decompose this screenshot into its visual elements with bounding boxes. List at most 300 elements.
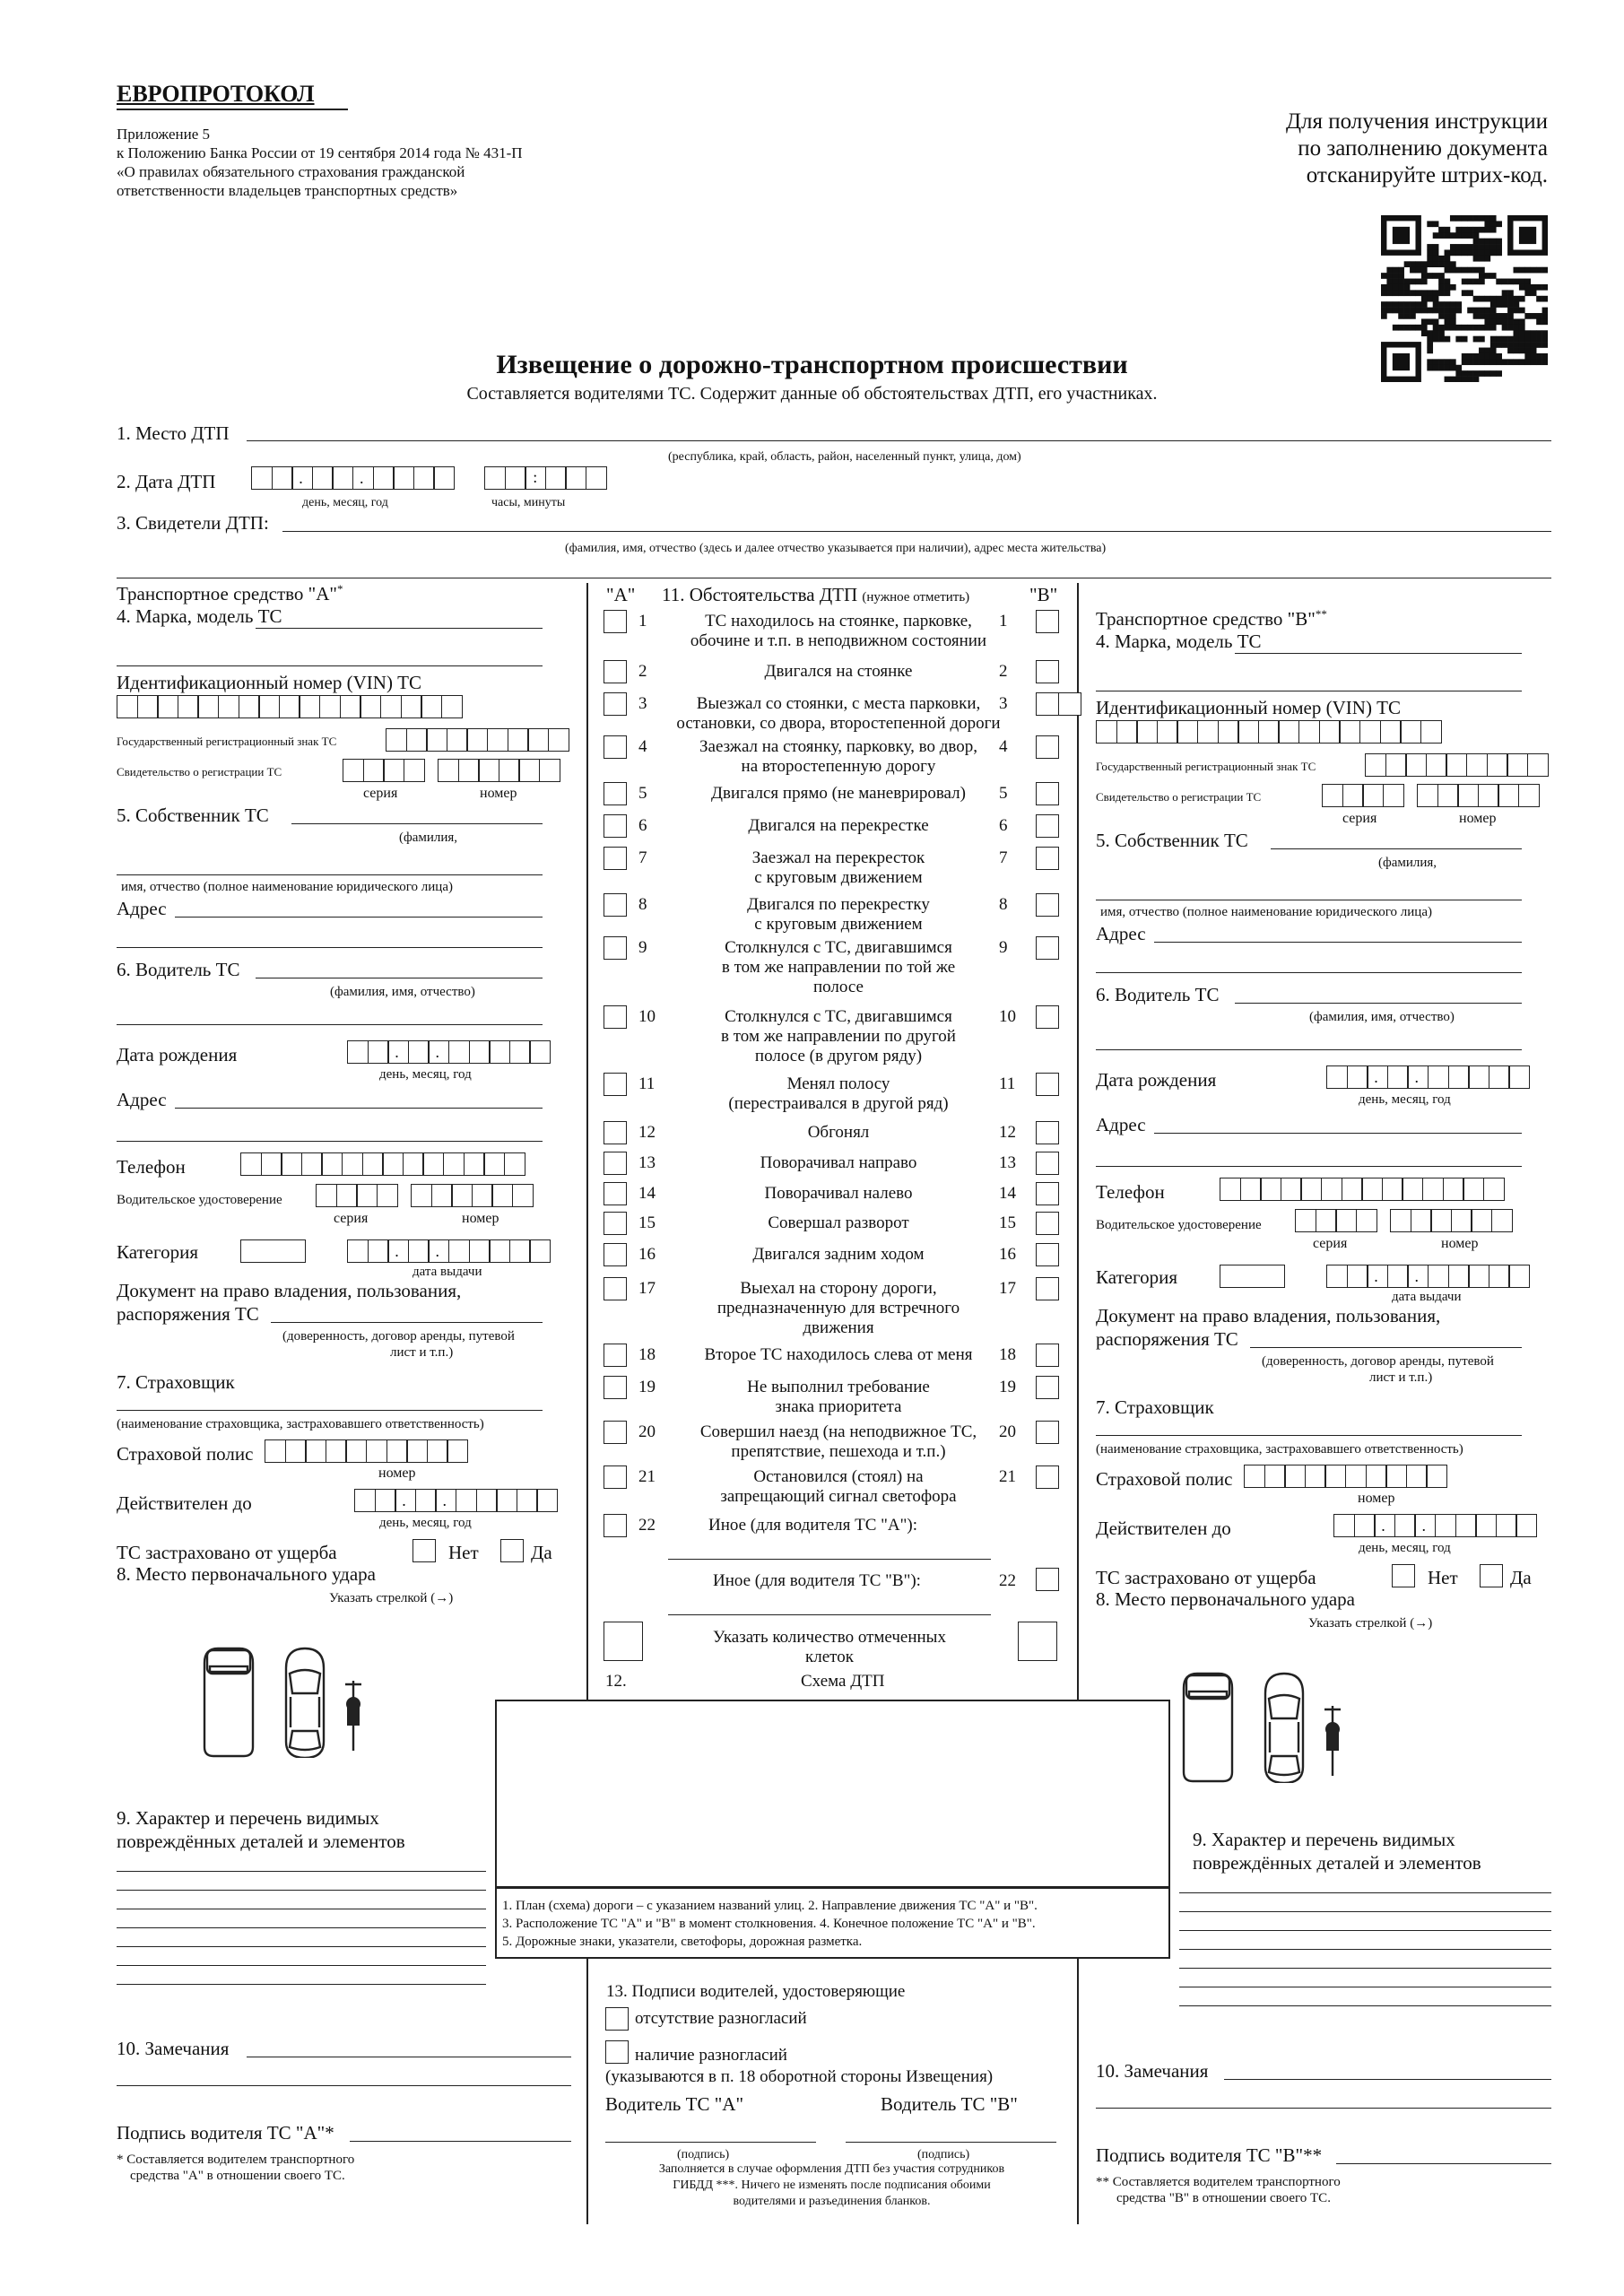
insurer-label: 7. Страховщик xyxy=(117,1371,235,1393)
circumstance-item-text: Выехал на сторону дороги, xyxy=(740,1279,937,1298)
arrow-hint: Указать стрелкой (→) xyxy=(1308,1616,1433,1631)
valid-boxes[interactable] xyxy=(354,1489,557,1512)
item-number-b: 3 xyxy=(999,694,1008,713)
circumstance-item-text: Не выполнил требование xyxy=(747,1378,930,1396)
driver-field-2[interactable] xyxy=(1096,1049,1522,1050)
place-field[interactable] xyxy=(247,440,1551,441)
damage-field[interactable] xyxy=(1179,2005,1551,2006)
reg-number-boxes[interactable] xyxy=(438,759,560,782)
valid-hint: день, месяц, год xyxy=(1359,1541,1451,1555)
checkbox-b-17[interactable] xyxy=(1036,1277,1059,1300)
circumstance-item-text: Иное (для водителя ТС "А"): xyxy=(708,1516,917,1535)
issue-hint: дата выдачи xyxy=(413,1265,482,1279)
checkbox-b-16[interactable] xyxy=(1036,1243,1059,1266)
circumstance-item-text: Двигался прямо (не маневрировал) xyxy=(711,784,966,803)
item-number-a: 3 xyxy=(638,694,647,713)
address-field[interactable] xyxy=(175,1108,543,1109)
valid-hint: день, месяц, год xyxy=(379,1516,472,1530)
signature-label: Подпись водителя ТС "А"* xyxy=(117,2122,334,2144)
insured-yes-label: Да xyxy=(1510,1567,1532,1588)
address-field-2[interactable] xyxy=(1096,1166,1522,1167)
driver-label: 6. Водитель ТС xyxy=(117,959,240,980)
category-label: Категория xyxy=(1096,1266,1177,1288)
checkbox-b-3-extra[interactable] xyxy=(1058,692,1081,716)
dob-hint: день, месяц, год xyxy=(379,1067,472,1082)
insured-no-label: Нет xyxy=(1428,1567,1458,1588)
scheme-area[interactable] xyxy=(495,1700,1170,1888)
series-hint: серия xyxy=(334,1211,369,1226)
dob-boxes[interactable] xyxy=(1326,1065,1529,1089)
policy-label: Страховой полис xyxy=(117,1443,254,1465)
circumstance-item-text: Заезжал на стоянку, парковку, во двор, xyxy=(699,737,977,756)
col-b-header: "В" xyxy=(1029,584,1058,605)
checkbox-a-19[interactable] xyxy=(604,1376,627,1399)
item-number-b: 12 xyxy=(999,1123,1016,1142)
model-field[interactable] xyxy=(1235,653,1522,654)
impact-label: 8. Место первоначального удара xyxy=(117,1563,376,1585)
owner-field[interactable] xyxy=(291,823,543,824)
address-field[interactable] xyxy=(1154,1133,1522,1134)
model-field-2[interactable] xyxy=(117,665,543,666)
checkbox-b-5[interactable] xyxy=(1036,782,1059,805)
witnesses-label: 3. Свидетели ДТП: xyxy=(117,512,269,534)
checkbox-a-5[interactable] xyxy=(604,782,627,805)
item-number-a: 13 xyxy=(638,1153,656,1172)
scheme-note: 1. План (схема) дороги – с указанием названий улиц. 2. Направление движения ТС "А" и "В". xyxy=(502,1899,1038,1913)
number-hint: номер xyxy=(1459,811,1497,826)
signature-footer: ГИБДД ***. Ничего не изменять после подписания обоими xyxy=(673,2179,991,2192)
circumstance-item-text: Поворачивал направо xyxy=(760,1153,917,1172)
checkbox-b-19[interactable] xyxy=(1036,1376,1059,1399)
category-field[interactable] xyxy=(240,1239,306,1263)
time-boxes[interactable] xyxy=(484,466,606,490)
owner-hint: (фамилия, xyxy=(399,831,458,845)
checkbox-b-1[interactable] xyxy=(1036,610,1059,633)
item-number-b: 15 xyxy=(999,1213,1016,1232)
item-number-b: 5 xyxy=(999,784,1008,803)
circumstance-item-text: ТС находилось на стоянке, парковке, xyxy=(705,612,972,631)
damage-field[interactable] xyxy=(1179,1930,1551,1931)
damage-field[interactable] xyxy=(117,1871,486,1872)
count-box-b[interactable] xyxy=(1018,1622,1057,1661)
checkbox-b-8[interactable] xyxy=(1036,893,1059,917)
item-number-a: 17 xyxy=(638,1279,656,1298)
circumstance-item-text: Совершал разворот xyxy=(768,1213,909,1232)
circumstance-item-text: Второе ТС находилось слева от меня xyxy=(704,1345,973,1364)
circumstance-item-text: Остановился (стоял) на xyxy=(753,1467,924,1486)
item-number-b: 9 xyxy=(999,938,1008,957)
issue-hint: дата выдачи xyxy=(1392,1290,1462,1304)
circumstance-item-text: движения xyxy=(803,1318,874,1337)
signature-hint: (подпись) xyxy=(917,2148,970,2161)
item-number-b: 4 xyxy=(999,737,1008,756)
policy-boxes[interactable] xyxy=(265,1439,467,1463)
phone-boxes[interactable] xyxy=(1220,1178,1504,1201)
item-number-b: 17 xyxy=(999,1279,1016,1298)
circumstance-item-text: Двигался на стоянке xyxy=(764,662,913,681)
circumstance-item-text: Обгонял xyxy=(807,1123,870,1142)
vin-boxes[interactable] xyxy=(117,695,461,718)
item-number-b: 16 xyxy=(999,1245,1016,1264)
phone-label: Телефон xyxy=(117,1156,186,1178)
footnote: * Составляется водителем транспортного xyxy=(117,2152,355,2167)
col-a-header: "А" xyxy=(606,584,636,605)
place-label: 1. Место ДТП xyxy=(117,422,230,444)
checkbox-b-3[interactable] xyxy=(1036,692,1059,716)
number-hint: номер xyxy=(462,1211,499,1226)
valid-label: Действителен до xyxy=(1096,1518,1231,1539)
damage-field[interactable] xyxy=(1179,1911,1551,1912)
scheme-note: 5. Дорожные знаки, указатели, светофоры, дорожная разметка. xyxy=(502,1935,863,1949)
plate-boxes[interactable] xyxy=(386,728,568,752)
signature-field[interactable] xyxy=(1336,2163,1551,2164)
dob-boxes[interactable] xyxy=(347,1040,550,1064)
item-number-b: 14 xyxy=(999,1184,1016,1203)
instruction-line: отсканируйте штрих-код. xyxy=(1306,163,1548,187)
plate-label: Государственный регистрационный знак ТС xyxy=(117,735,337,748)
phone-label: Телефон xyxy=(1096,1181,1165,1203)
policy-boxes[interactable] xyxy=(1244,1465,1446,1488)
checkbox-a-13[interactable] xyxy=(604,1152,627,1175)
signature-b-field[interactable] xyxy=(846,2142,1056,2143)
checkbox-a-16[interactable] xyxy=(604,1243,627,1266)
address-label: Адрес xyxy=(1096,1114,1146,1135)
item-number-a: 16 xyxy=(638,1245,656,1264)
checkbox-a-14[interactable] xyxy=(604,1182,627,1205)
driver-a-signature-label: Водитель ТС "А" xyxy=(605,2093,744,2115)
signature-hint: (подпись) xyxy=(677,2148,730,2161)
owner-hint: (фамилия, xyxy=(1378,856,1437,870)
item-number-a: 6 xyxy=(638,816,647,835)
footnote: средства "В" в отношении своего ТС. xyxy=(1116,2191,1331,2205)
item-number-b: 1 xyxy=(999,612,1008,631)
checkbox-b-21[interactable] xyxy=(1036,1465,1059,1489)
date-boxes[interactable] xyxy=(251,466,454,490)
vin-boxes[interactable] xyxy=(1096,720,1440,744)
signature-a-field[interactable] xyxy=(605,2142,816,2143)
time-hint: часы, минуты xyxy=(491,496,566,509)
insured-yes-checkbox[interactable] xyxy=(1480,1564,1503,1587)
series-hint: серия xyxy=(1313,1236,1348,1251)
address-field[interactable] xyxy=(175,917,543,918)
address-field-2[interactable] xyxy=(117,947,543,948)
item-number-b: 6 xyxy=(999,816,1008,835)
disagreement-label: наличие разногласий xyxy=(635,2046,787,2065)
vehicle-title: Транспортное средство "В"** xyxy=(1096,607,1327,630)
checkbox-a-3[interactable] xyxy=(604,692,627,716)
driver-field-2[interactable] xyxy=(117,1024,543,1025)
owner-field[interactable] xyxy=(1271,848,1522,849)
license-number-boxes[interactable] xyxy=(1390,1209,1512,1232)
circumstance-item-text: Двигался на перекрестке xyxy=(748,816,929,835)
damage-field[interactable] xyxy=(117,1890,486,1891)
scheme-number: 12. xyxy=(605,1672,627,1691)
item-number-a: 5 xyxy=(638,784,647,803)
plate-boxes[interactable] xyxy=(1365,753,1547,777)
checkbox-b-12[interactable] xyxy=(1036,1121,1059,1144)
number-hint: номер xyxy=(378,1465,416,1481)
checkbox-a-2[interactable] xyxy=(604,660,627,683)
insurer-label: 7. Страховщик xyxy=(1096,1396,1214,1418)
item-number-a: 14 xyxy=(638,1184,656,1203)
other-a-field[interactable] xyxy=(668,1559,991,1560)
scheme-label: Схема ДТП xyxy=(801,1672,885,1691)
appendix-line: ответственности владельцев транспортных средств» xyxy=(117,182,458,199)
remarks-field-2[interactable] xyxy=(117,2085,571,2086)
item-number-a: 20 xyxy=(638,1422,656,1441)
reg-series-boxes[interactable] xyxy=(343,759,423,782)
checkbox-b-4[interactable] xyxy=(1036,735,1059,759)
appendix-line: «О правилах обязательного страхования гражданской xyxy=(117,163,465,180)
insurer-field[interactable] xyxy=(117,1410,543,1411)
driver-field[interactable] xyxy=(1235,1003,1522,1004)
vehicle-silhouettes-icon[interactable] xyxy=(1172,1666,1387,1783)
circumstance-item-text: в том же направлении по другой xyxy=(721,1027,956,1046)
issue-date-boxes[interactable] xyxy=(1326,1265,1529,1288)
instruction-line: Для получения инструкции xyxy=(1285,109,1548,134)
checkbox-a-6[interactable] xyxy=(604,814,627,838)
doc-hint: (доверенность, договор аренды, путевой xyxy=(1262,1354,1494,1369)
circumstance-item-text: остановки, со двора, второстепенной дороги xyxy=(676,714,1001,733)
remarks-field-2[interactable] xyxy=(1096,2108,1551,2109)
appendix-line: Приложение 5 xyxy=(117,126,210,143)
item-number-a: 2 xyxy=(638,662,647,681)
insured-yes-checkbox[interactable] xyxy=(500,1539,524,1562)
checkbox-b-13[interactable] xyxy=(1036,1152,1059,1175)
other-b-field[interactable] xyxy=(668,1614,991,1615)
checkbox-b-7[interactable] xyxy=(1036,847,1059,870)
doc-hint: лист и т.п.) xyxy=(1369,1370,1433,1385)
circumstances-title: 11. Обстоятельства ДТП (нужное отметить) xyxy=(662,584,970,605)
circumstance-item-text: Столкнулся с ТС, двигавшимся xyxy=(725,1007,952,1026)
impact-label: 8. Место первоначального удара xyxy=(1096,1588,1355,1610)
license-label: Водительское удостоверение xyxy=(117,1193,282,1207)
checkbox-a-15[interactable] xyxy=(604,1212,627,1235)
checkbox-a-11[interactable] xyxy=(604,1073,627,1096)
item-number-b: 21 xyxy=(999,1467,1016,1486)
insurer-field[interactable] xyxy=(1096,1435,1522,1436)
item-number-b: 7 xyxy=(999,848,1008,867)
item-number-a: 22 xyxy=(638,1516,656,1535)
driver-b-signature-label: Водитель ТС "В" xyxy=(881,2093,1018,2115)
dob-label: Дата рождения xyxy=(117,1044,238,1065)
checkbox-b-2[interactable] xyxy=(1036,660,1059,683)
address-field[interactable] xyxy=(1154,942,1522,943)
checkbox-a-22[interactable] xyxy=(604,1514,627,1537)
checkbox-b-6[interactable] xyxy=(1036,814,1059,838)
item-number-b: 11 xyxy=(999,1074,1016,1093)
insured-no-checkbox[interactable] xyxy=(413,1539,436,1562)
damage-label: повреждённых деталей и элементов xyxy=(1193,1852,1481,1874)
circumstance-item-text: Двигался задним ходом xyxy=(752,1245,925,1264)
insured-no-checkbox[interactable] xyxy=(1392,1564,1415,1587)
remarks-field[interactable] xyxy=(1224,2079,1551,2080)
driver-label: 6. Водитель ТС xyxy=(1096,984,1220,1005)
checkbox-disagreement[interactable] xyxy=(605,2040,629,2064)
item-number-a: 4 xyxy=(638,737,647,756)
damage-field[interactable] xyxy=(1179,1968,1551,1969)
form-title: Извещение о дорожно-транспортном происшествии xyxy=(496,350,1128,379)
plate-label: Государственный регистрационный знак ТС xyxy=(1096,760,1316,773)
license-number-boxes[interactable] xyxy=(411,1184,533,1207)
item-number-a: 11 xyxy=(638,1074,656,1093)
circumstance-item-text: с круговым движением xyxy=(754,868,923,887)
item-number-b: 18 xyxy=(999,1345,1016,1364)
damage-field[interactable] xyxy=(1179,1949,1551,1950)
checkbox-a-12[interactable] xyxy=(604,1121,627,1144)
doc-hint: (доверенность, договор аренды, путевой xyxy=(282,1329,515,1344)
item-number-a: 15 xyxy=(638,1213,656,1232)
model-label: 4. Марка, модель ТС xyxy=(117,605,282,627)
checkbox-a-4[interactable] xyxy=(604,735,627,759)
signature-footer: водителями и разъединения бланков. xyxy=(733,2195,931,2208)
checkbox-b-9[interactable] xyxy=(1036,936,1059,960)
item-number-a: 10 xyxy=(638,1007,656,1026)
place-hint: (республика, край, область, район, населенный пункт, улица, дом) xyxy=(668,450,1021,464)
checkbox-a-9[interactable] xyxy=(604,936,627,960)
doc-label: Документ на право владения, пользования, xyxy=(1096,1305,1441,1326)
footnote: средства "А" в отношении своего ТС. xyxy=(130,2169,345,2183)
address-label: Адрес xyxy=(117,898,167,919)
signature-field[interactable] xyxy=(350,2141,571,2142)
witnesses-hint: (фамилия, имя, отчество (здесь и далее отчество указывается при наличии), адрес места жительства) xyxy=(565,542,1107,555)
damage-label: повреждённых деталей и элементов xyxy=(117,1831,405,1852)
model-field[interactable] xyxy=(256,628,543,629)
model-label: 4. Марка, модель ТС xyxy=(1096,631,1262,652)
circumstance-item-text: знака приоритета xyxy=(775,1397,902,1416)
checkbox-a-18[interactable] xyxy=(604,1344,627,1367)
footnote: ** Составляется водителем транспортного xyxy=(1096,2175,1341,2189)
category-field[interactable] xyxy=(1220,1265,1285,1288)
issue-date-boxes[interactable] xyxy=(347,1239,550,1263)
checkbox-b-14[interactable] xyxy=(1036,1182,1059,1205)
arrow-hint: Указать стрелкой (→) xyxy=(329,1591,454,1605)
checkbox-b-20[interactable] xyxy=(1036,1421,1059,1444)
item-number-b: 22 xyxy=(999,1571,1016,1590)
doc-field[interactable] xyxy=(1250,1347,1522,1348)
owner-hint: имя, отчество (полное наименование юридического лица) xyxy=(1100,905,1432,919)
checkbox-a-8[interactable] xyxy=(604,893,627,917)
item-number-b: 8 xyxy=(999,895,1008,914)
checkbox-a-21[interactable] xyxy=(604,1465,627,1489)
reg-label: Свидетельство о регистрации ТС xyxy=(1096,790,1262,804)
checkbox-no-disagreement[interactable] xyxy=(605,2007,629,2031)
doc-label: Документ на право владения, пользования, xyxy=(117,1280,462,1301)
checkbox-b-11[interactable] xyxy=(1036,1073,1059,1096)
damage-label: 9. Характер и перечень видимых xyxy=(1193,1829,1455,1850)
circumstance-item-text: на второстепенную дорогу xyxy=(741,757,936,776)
circumstance-item-text: Столкнулся с ТС, двигавшимся xyxy=(725,938,952,957)
disagreement-note: (указываются в п. 18 оборотной стороны Извещения) xyxy=(605,2067,994,2086)
insurer-hint: (наименование страховщика, застраховавшего ответственность) xyxy=(1096,1442,1463,1457)
address-field-2[interactable] xyxy=(117,1141,543,1142)
item-number-a: 7 xyxy=(638,848,647,867)
circumstance-item-text: препятствие, пешехода и т.п.) xyxy=(731,1442,946,1461)
reg-label: Свидетельство о регистрации ТС xyxy=(117,765,282,778)
count-box-a[interactable] xyxy=(604,1622,643,1661)
checkbox-b-18[interactable] xyxy=(1036,1344,1059,1367)
insured-yes-label: Да xyxy=(531,1542,552,1563)
doc-label: распоряжения ТС xyxy=(117,1303,259,1325)
circumstance-item-text: Заезжал на перекресток xyxy=(751,848,925,867)
damage-field[interactable] xyxy=(117,1984,486,1985)
document-title: ЕВРОПРОТОКОЛ xyxy=(117,81,315,107)
owner-field-2[interactable] xyxy=(117,874,543,875)
damage-field[interactable] xyxy=(117,1927,486,1928)
insured-label: ТС застраховано от ущерба xyxy=(1096,1567,1316,1588)
reg-number-boxes[interactable] xyxy=(1417,784,1539,807)
owner-hint: имя, отчество (полное наименование юридического лица) xyxy=(121,880,453,894)
vin-label: Идентификационный номер (VIN) ТС xyxy=(117,672,422,693)
owner-label: 5. Собственник ТС xyxy=(1096,830,1248,851)
form-subtitle: Составляется водителями ТС. Содержит данные об обстоятельствах ДТП, его участниках. xyxy=(466,384,1158,404)
other-b-label: Иное (для водителя ТС "В"): xyxy=(713,1571,921,1590)
series-hint: серия xyxy=(1342,811,1377,826)
address-field-2[interactable] xyxy=(1096,972,1522,973)
signature-footer: Заполняется в случае оформления ДТП без участия сотрудников xyxy=(658,2162,1005,2176)
witnesses-field[interactable] xyxy=(282,531,1551,532)
item-number-a: 1 xyxy=(638,612,647,631)
item-number-b: 13 xyxy=(999,1153,1016,1172)
vehicle-silhouettes-icon[interactable] xyxy=(193,1641,408,1758)
vin-label: Идентификационный номер (VIN) ТС xyxy=(1096,697,1402,718)
license-series-boxes[interactable] xyxy=(1295,1209,1376,1232)
signatures-title: 13. Подписи водителей, удостоверяющие xyxy=(606,1982,906,2001)
category-label: Категория xyxy=(117,1241,198,1263)
damage-field[interactable] xyxy=(1179,1892,1551,1893)
checkbox-b-22[interactable] xyxy=(1036,1568,1059,1591)
checkbox-a-10[interactable] xyxy=(604,1005,627,1029)
circumstance-item-text: Выезжал со стоянки, с места парковки, xyxy=(696,694,981,713)
number-hint: номер xyxy=(480,786,517,801)
checkbox-b-10[interactable] xyxy=(1036,1005,1059,1029)
checkbox-a-20[interactable] xyxy=(604,1421,627,1444)
remarks-label: 10. Замечания xyxy=(117,2038,230,2059)
scheme-note: 3. Расположение ТС "А" и "В" в момент столкновения. 4. Конечное положение ТС "А" и "В". xyxy=(502,1917,1036,1931)
circumstance-item-text: Двигался по перекрестку xyxy=(747,895,930,914)
checkbox-a-1[interactable] xyxy=(604,610,627,633)
checkbox-b-15[interactable] xyxy=(1036,1212,1059,1235)
owner-label: 5. Собственник ТС xyxy=(117,804,269,826)
checkbox-a-7[interactable] xyxy=(604,847,627,870)
item-number-a: 21 xyxy=(638,1467,656,1486)
item-number-b: 20 xyxy=(999,1422,1016,1441)
vehicle-title: Транспортное средство "А"* xyxy=(117,582,343,604)
doc-label: распоряжения ТС xyxy=(1096,1328,1238,1350)
address-label: Адрес xyxy=(117,1089,167,1110)
circumstance-item-text: с круговым движением xyxy=(754,915,923,934)
remarks-label: 10. Замечания xyxy=(1096,2060,1209,2082)
series-hint: серия xyxy=(363,786,398,801)
damage-label: 9. Характер и перечень видимых xyxy=(117,1807,379,1829)
number-hint: номер xyxy=(1441,1236,1479,1251)
damage-field[interactable] xyxy=(117,1946,486,1947)
circumstance-item-text: (перестраивался в другой ряд) xyxy=(728,1094,949,1113)
license-label: Водительское удостоверение xyxy=(1096,1218,1262,1232)
dob-hint: день, месяц, год xyxy=(1359,1092,1451,1107)
address-label: Адрес xyxy=(1096,923,1146,944)
valid-boxes[interactable] xyxy=(1333,1514,1536,1537)
item-number-a: 19 xyxy=(638,1378,656,1396)
checkbox-a-17[interactable] xyxy=(604,1277,627,1300)
license-series-boxes[interactable] xyxy=(316,1184,396,1207)
phone-boxes[interactable] xyxy=(240,1152,525,1176)
doc-field[interactable] xyxy=(271,1322,543,1323)
damage-field[interactable] xyxy=(117,1965,486,1966)
insured-no-label: Нет xyxy=(448,1542,479,1563)
reg-series-boxes[interactable] xyxy=(1322,784,1403,807)
circumstance-item-text: Совершил наезд (на неподвижное ТС, xyxy=(699,1422,977,1441)
